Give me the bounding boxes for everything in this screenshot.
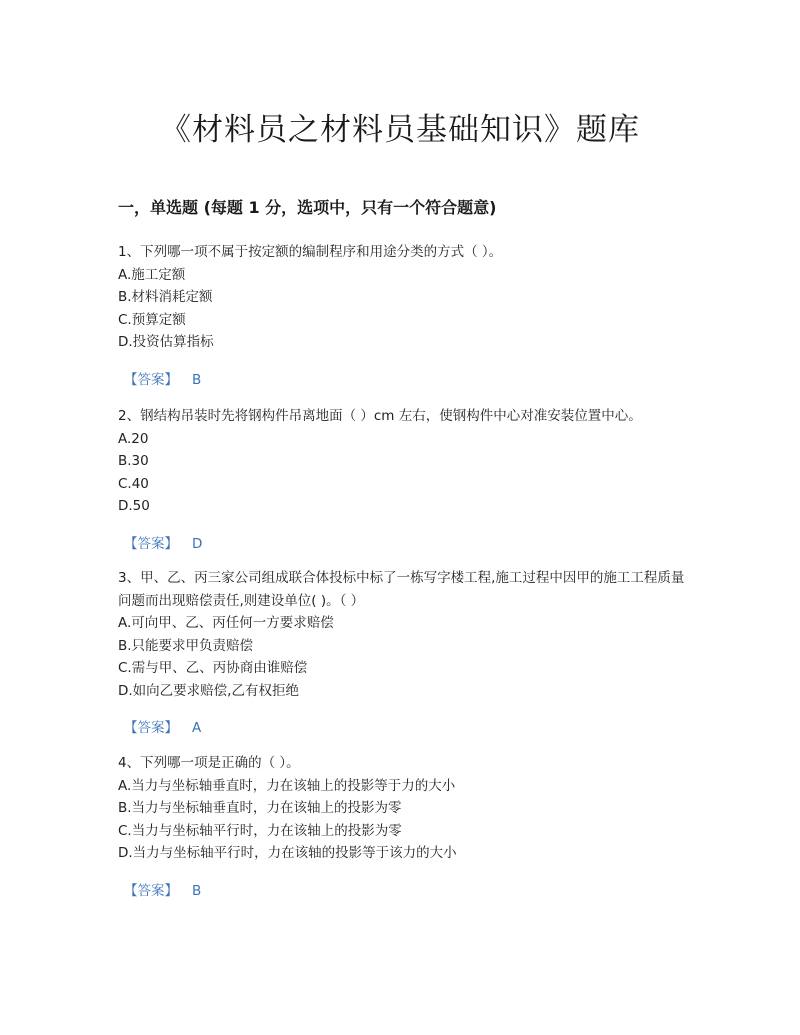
answer-label: 【答案】	[124, 535, 178, 552]
question-1	[118, 241, 688, 391]
question-3	[118, 567, 688, 739]
option-c: C.40	[118, 475, 149, 492]
answer-value: D	[192, 535, 203, 552]
option-a: A.20	[118, 430, 149, 447]
question-2	[118, 405, 688, 555]
answer-row	[118, 880, 688, 902]
question-stem: 3、甲、乙、丙三家公司组成联合体投标中标了一栋写字楼工程,施工过程中因甲的施工工程质量问题而出现赔偿责任,则建设单位( )。（ ）	[118, 570, 685, 609]
option-b: B.材料消耗定额	[118, 289, 213, 305]
question-stem: 4、下列哪一项是正确的（ ）。	[118, 755, 300, 771]
section-heading: 一，单选题 (每题 1 分，选项中，只有一个符合题意)	[118, 198, 497, 217]
answer-value: A	[192, 720, 202, 736]
option-b: B.当力与坐标轴垂直时，力在该轴上的投影为零	[118, 800, 402, 816]
answer-row	[118, 369, 688, 391]
answer-row	[118, 533, 688, 555]
answer-label: 【答案】	[124, 882, 178, 899]
question-4	[118, 752, 688, 902]
option-d: D.投资估算指标	[118, 334, 214, 350]
option-c: C.当力与坐标轴平行时，力在该轴上的投影为零	[118, 822, 402, 839]
answer-label: 【答案】	[124, 720, 178, 736]
answer-value: B	[192, 882, 202, 899]
answer-label: 【答案】	[124, 371, 178, 388]
option-d: D.当力与坐标轴平行时，力在该轴的投影等于该力的大小	[118, 845, 457, 861]
document-title: 《材料员之材料员基础知识》题库	[160, 112, 640, 148]
question-stem: 1、下列哪一项不属于按定额的编制程序和用途分类的方式（ ）。	[118, 244, 503, 260]
option-a: A.当力与坐标轴垂直时，力在该轴上的投影等于力的大小	[118, 777, 456, 794]
option-a: A.可向甲、乙、丙任何一方要求赔偿	[118, 615, 334, 631]
answer-row	[118, 717, 688, 739]
option-a: A.施工定额	[118, 266, 186, 283]
option-d: D.如向乙要求赔偿,乙有权拒绝	[118, 682, 299, 699]
option-b: B.30	[118, 453, 149, 469]
option-b: B.只能要求甲负责赔偿	[118, 637, 254, 654]
option-c: C.需与甲、乙、丙协商由谁赔偿	[118, 660, 308, 676]
question-stem: 2、钢结构吊装时先将钢构件吊离地面（ ）cm 左右，使钢构件中心对准安装位置中心。	[118, 408, 642, 424]
option-d: D.50	[118, 498, 150, 514]
option-c: C.预算定额	[118, 311, 186, 328]
answer-value: B	[192, 371, 202, 388]
